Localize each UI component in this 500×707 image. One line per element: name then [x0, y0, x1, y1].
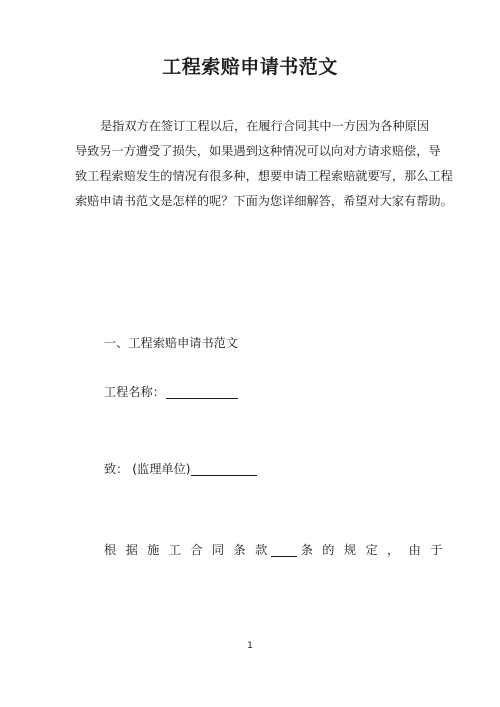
- supervisor-label: (监理单位): [132, 462, 191, 476]
- project-name-row: [104, 383, 238, 400]
- intro-line: 是指双方在签订工程以后，在履行合同其中一方因为各种原因: [100, 119, 430, 133]
- clause-suffix: 条的规定，由于: [300, 543, 452, 557]
- page-number: 1: [247, 641, 253, 651]
- clause-number-blank: [271, 543, 297, 557]
- project-name-blank: [166, 385, 238, 399]
- supervisor-blank: [191, 462, 257, 476]
- project-name-label: 工程名称：: [104, 385, 165, 399]
- intro-line: 致工程索赔发生的情况有很多种，想要申请工程索赔就要写，那么工程: [75, 169, 453, 183]
- intro-line: 索赔申请书范文是怎样的呢？下面为您详细解答，希望对大家有帮助。: [75, 194, 453, 208]
- addressee-row: [104, 460, 257, 477]
- intro-paragraph: [75, 114, 453, 214]
- section-heading: 一、工程索赔申请书范文: [104, 336, 239, 350]
- clause-prefix: 根据施工合同条款: [104, 543, 277, 557]
- to-label: 致：: [104, 462, 129, 476]
- document-title: 工程索赔申请书范文: [162, 56, 338, 78]
- clause-row: [104, 541, 452, 558]
- intro-line: 导致另一方遭受了损失，如果遇到这种情况可以向对方请求赔偿，导: [75, 144, 441, 158]
